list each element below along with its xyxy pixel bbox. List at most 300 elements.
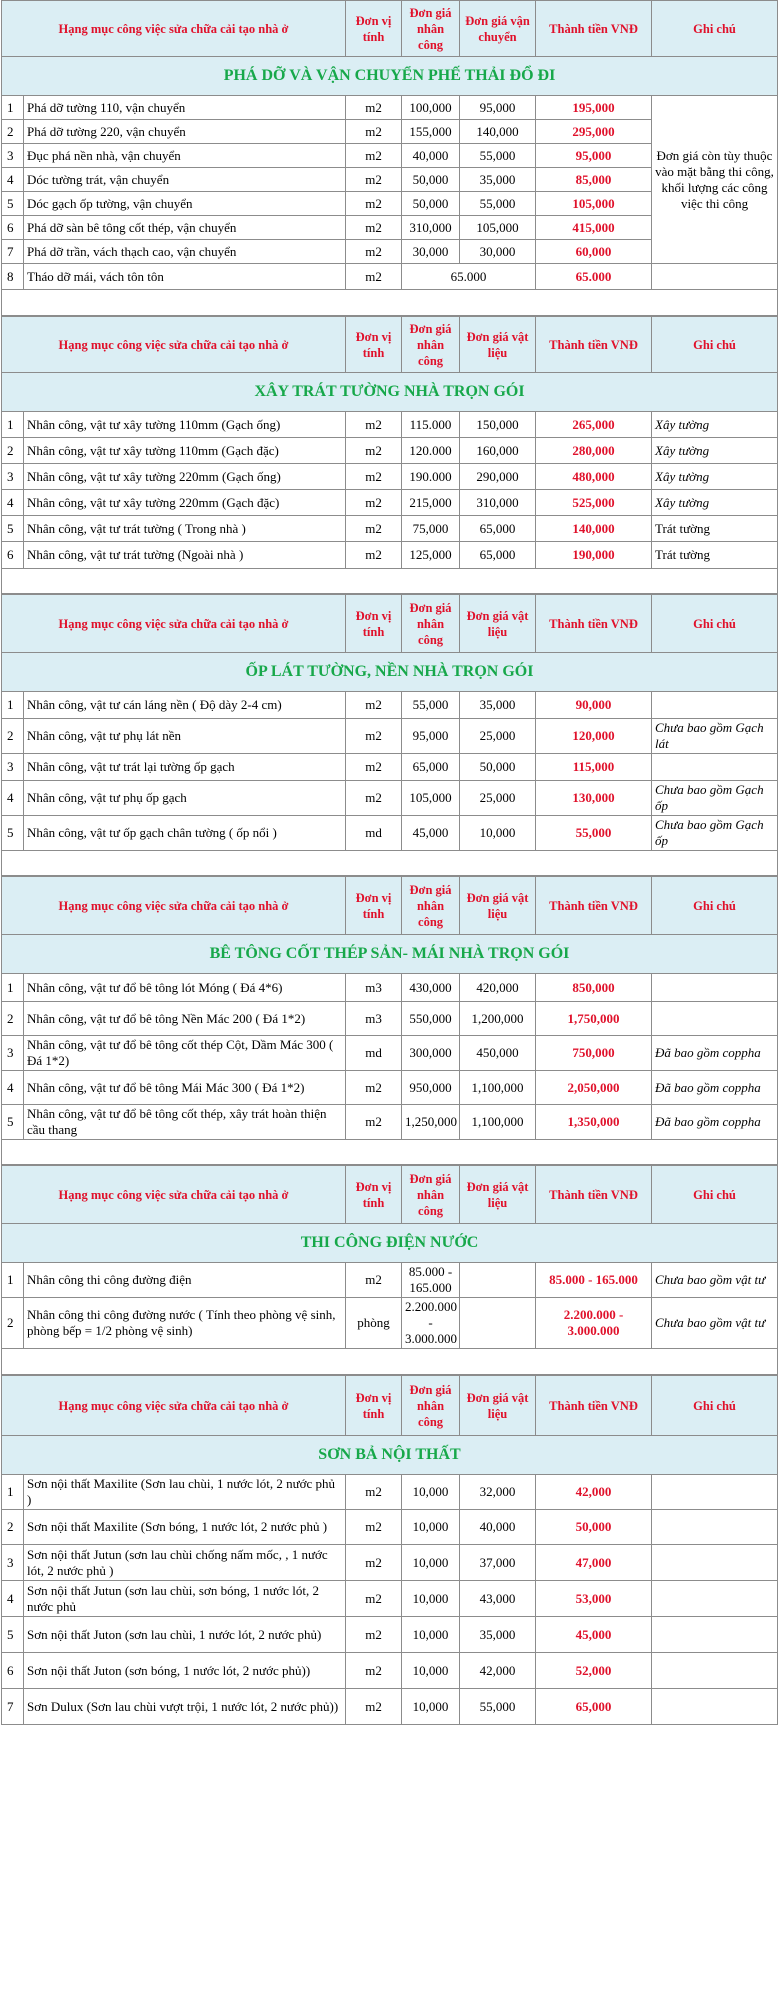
unit: m2 bbox=[346, 542, 402, 569]
header-item: Hạng mục công việc sửa chữa cải tạo nhà ở bbox=[2, 1166, 346, 1224]
row-number: 4 bbox=[2, 1581, 24, 1617]
table-row bbox=[2, 438, 778, 464]
total-price: 280,000 bbox=[536, 438, 652, 464]
note bbox=[652, 1545, 778, 1581]
unit: m2 bbox=[346, 516, 402, 542]
section-table-1 bbox=[1, 0, 778, 316]
second-price: 10,000 bbox=[460, 816, 536, 851]
labor-price: 10,000 bbox=[402, 1689, 460, 1725]
labor-price: 45,000 bbox=[402, 816, 460, 851]
second-price: 40,000 bbox=[460, 1510, 536, 1545]
header-labor-price: Đơn giá nhân công bbox=[402, 1376, 460, 1436]
item-name: Sơn nội thất Juton (sơn lau chùi, 1 nước lót, 2 nước phủ) bbox=[24, 1617, 346, 1653]
header-second-price: Đơn giá vật liệu bbox=[460, 1166, 536, 1224]
header-labor-price: Đơn giá nhân công bbox=[402, 877, 460, 935]
row-number: 4 bbox=[2, 1071, 24, 1105]
second-price: 1,200,000 bbox=[460, 1002, 536, 1036]
item-name: Sơn nội thất Maxilite (Sơn bóng, 1 nước lót, 2 nước phủ ) bbox=[24, 1510, 346, 1545]
second-price: 25,000 bbox=[460, 719, 536, 754]
header-item: Hạng mục công việc sửa chữa cải tạo nhà ở bbox=[2, 1, 346, 57]
second-price: 65,000 bbox=[460, 516, 536, 542]
header-total: Thành tiền VNĐ bbox=[536, 595, 652, 653]
gap-cell bbox=[2, 1349, 778, 1375]
row-number: 8 bbox=[2, 264, 24, 290]
table-row bbox=[2, 1545, 778, 1581]
header-second-price: Đơn giá vật liệu bbox=[460, 595, 536, 653]
second-price: 35,000 bbox=[460, 692, 536, 719]
labor-price: 10,000 bbox=[402, 1653, 460, 1689]
note: Trát tường bbox=[652, 516, 778, 542]
labor-price: 125,000 bbox=[402, 542, 460, 569]
labor-price: 550,000 bbox=[402, 1002, 460, 1036]
header-total: Thành tiền VNĐ bbox=[536, 317, 652, 373]
unit: m2 bbox=[346, 1510, 402, 1545]
labor-price: 55,000 bbox=[402, 692, 460, 719]
total-price: 415,000 bbox=[536, 216, 652, 240]
header-second-price: Đơn giá vật liệu bbox=[460, 1376, 536, 1436]
item-name: Đục phá nền nhà, vận chuyển bbox=[24, 144, 346, 168]
unit: m2 bbox=[346, 144, 402, 168]
section-title: ỐP LÁT TƯỜNG, NỀN NHÀ TRỌN GÓI bbox=[2, 653, 778, 692]
unit: m2 bbox=[346, 438, 402, 464]
unit: m2 bbox=[346, 692, 402, 719]
header-unit: Đơn vị tính bbox=[346, 317, 402, 373]
unit: m2 bbox=[346, 1475, 402, 1510]
labor-price: 50,000 bbox=[402, 192, 460, 216]
item-name: Tháo dỡ mái, vách tôn tôn bbox=[24, 264, 346, 290]
unit: m2 bbox=[346, 464, 402, 490]
header-unit: Đơn vị tính bbox=[346, 1376, 402, 1436]
item-name: Sơn nội thất Juton (sơn bóng, 1 nước lót, 2 nước phủ)) bbox=[24, 1653, 346, 1689]
item-name: Nhân công, vật tư xây tường 220mm (Gạch ống) bbox=[24, 464, 346, 490]
second-price: 105,000 bbox=[460, 216, 536, 240]
table-row bbox=[2, 464, 778, 490]
unit: m2 bbox=[346, 96, 402, 120]
item-name: Nhân công, vật tư xây tường 220mm (Gạch đặc) bbox=[24, 490, 346, 516]
second-price: 310,000 bbox=[460, 490, 536, 516]
second-price: 420,000 bbox=[460, 974, 536, 1002]
section-title-row bbox=[2, 1436, 778, 1475]
unit: m2 bbox=[346, 192, 402, 216]
unit: m2 bbox=[346, 216, 402, 240]
unit: m2 bbox=[346, 719, 402, 754]
unit: m2 bbox=[346, 120, 402, 144]
item-name: Nhân công, vật tư trát tường (Ngoài nhà ) bbox=[24, 542, 346, 569]
second-price: 65,000 bbox=[460, 542, 536, 569]
labor-price: 10,000 bbox=[402, 1545, 460, 1581]
table-row bbox=[2, 719, 778, 754]
second-price: 50,000 bbox=[460, 754, 536, 781]
item-name: Sơn nội thất Jutun (sơn lau chùi, sơn bóng, 1 nước lót, 2 nước phủ bbox=[24, 1581, 346, 1617]
gap-cell bbox=[2, 569, 778, 594]
header-labor-price: Đơn giá nhân công bbox=[402, 1166, 460, 1224]
gap-cell bbox=[2, 290, 778, 316]
second-price: 32,000 bbox=[460, 1475, 536, 1510]
header-second-price: Đơn giá vật liệu bbox=[460, 317, 536, 373]
header-unit: Đơn vị tính bbox=[346, 1, 402, 57]
unit: md bbox=[346, 816, 402, 851]
item-name: Phá dỡ tường 110, vận chuyển bbox=[24, 96, 346, 120]
labor-price: 30,000 bbox=[402, 240, 460, 264]
item-name: Phá dỡ tường 220, vận chuyển bbox=[24, 120, 346, 144]
table-row bbox=[2, 264, 778, 290]
row-number: 1 bbox=[2, 1263, 24, 1298]
section-gap bbox=[2, 851, 778, 876]
second-price: 35,000 bbox=[460, 168, 536, 192]
header-row bbox=[2, 877, 778, 935]
unit: m2 bbox=[346, 1689, 402, 1725]
table-row bbox=[2, 1689, 778, 1725]
table-row bbox=[2, 1510, 778, 1545]
header-item: Hạng mục công việc sửa chữa cải tạo nhà ở bbox=[2, 595, 346, 653]
note: Chưa bao gồm Gạch ốp bbox=[652, 816, 778, 851]
table-row bbox=[2, 1617, 778, 1653]
header-row bbox=[2, 1166, 778, 1224]
second-price: 1,100,000 bbox=[460, 1105, 536, 1140]
total-price: 42,000 bbox=[536, 1475, 652, 1510]
unit: m3 bbox=[346, 1002, 402, 1036]
note bbox=[652, 1581, 778, 1617]
note: Chưa bao gồm Gạch lát bbox=[652, 719, 778, 754]
section-table-2 bbox=[1, 316, 778, 594]
row-number: 2 bbox=[2, 438, 24, 464]
total-price: 115,000 bbox=[536, 754, 652, 781]
item-name: Nhân công thi công đường điện bbox=[24, 1263, 346, 1298]
table-row bbox=[2, 1581, 778, 1617]
row-number: 5 bbox=[2, 1105, 24, 1140]
labor-price: 430,000 bbox=[402, 974, 460, 1002]
labor-price: 115.000 bbox=[402, 412, 460, 438]
note bbox=[652, 1510, 778, 1545]
labor-price: 10,000 bbox=[402, 1617, 460, 1653]
header-row bbox=[2, 1, 778, 57]
header-note: Ghi chú bbox=[652, 317, 778, 373]
section-gap bbox=[2, 1140, 778, 1165]
unit: m2 bbox=[346, 1263, 402, 1298]
second-price: 42,000 bbox=[460, 1653, 536, 1689]
total-price: 120,000 bbox=[536, 719, 652, 754]
table-row bbox=[2, 1071, 778, 1105]
second-price: 95,000 bbox=[460, 96, 536, 120]
table-row bbox=[2, 542, 778, 569]
total-price: 53,000 bbox=[536, 1581, 652, 1617]
table-row bbox=[2, 516, 778, 542]
total-price: 525,000 bbox=[536, 490, 652, 516]
note: Trát tường bbox=[652, 542, 778, 569]
table-row bbox=[2, 974, 778, 1002]
labor-price: 10,000 bbox=[402, 1581, 460, 1617]
note: Chưa bao gồm vật tư bbox=[652, 1298, 778, 1349]
total-price: 52,000 bbox=[536, 1653, 652, 1689]
unit: md bbox=[346, 1036, 402, 1071]
header-unit: Đơn vị tính bbox=[346, 595, 402, 653]
note bbox=[652, 264, 778, 290]
section-table-4 bbox=[1, 876, 778, 1165]
row-number: 3 bbox=[2, 754, 24, 781]
item-name: Nhân công, vật tư xây tường 110mm (Gạch đặc) bbox=[24, 438, 346, 464]
table-row bbox=[2, 1105, 778, 1140]
table-row bbox=[2, 1263, 778, 1298]
section-title: BÊ TÔNG CỐT THÉP SẢN- MÁI NHÀ TRỌN GÓI bbox=[2, 935, 778, 974]
labor-price: 950,000 bbox=[402, 1071, 460, 1105]
total-price: 65.000 bbox=[536, 264, 652, 290]
row-number: 4 bbox=[2, 781, 24, 816]
header-note: Ghi chú bbox=[652, 1376, 778, 1436]
note: Chưa bao gồm Gạch ốp bbox=[652, 781, 778, 816]
second-price: 37,000 bbox=[460, 1545, 536, 1581]
second-price: 290,000 bbox=[460, 464, 536, 490]
labor-price: 85.000 - 165.000 bbox=[402, 1263, 460, 1298]
section-title-row bbox=[2, 1224, 778, 1263]
header-note: Ghi chú bbox=[652, 877, 778, 935]
second-price: 35,000 bbox=[460, 1617, 536, 1653]
row-number: 2 bbox=[2, 1510, 24, 1545]
row-number: 5 bbox=[2, 192, 24, 216]
item-name: Phá dỡ sàn bê tông cốt thép, vận chuyển bbox=[24, 216, 346, 240]
item-name: Nhân công thi công đường nước ( Tính theo phòng vệ sinh, phòng bếp = 1/2 phòng vệ sinh) bbox=[24, 1298, 346, 1349]
second-price: 160,000 bbox=[460, 438, 536, 464]
header-note: Ghi chú bbox=[652, 1166, 778, 1224]
row-number: 4 bbox=[2, 490, 24, 516]
row-number: 2 bbox=[2, 120, 24, 144]
row-number: 5 bbox=[2, 516, 24, 542]
note bbox=[652, 974, 778, 1002]
total-price: 1,750,000 bbox=[536, 1002, 652, 1036]
item-name: Nhân công, vật tư đổ bê tông cốt thép Cột, Dầm Mác 300 ( Đá 1*2) bbox=[24, 1036, 346, 1071]
item-name: Nhân công, vật tư đổ bê tông Mái Mác 300 ( Đá 1*2) bbox=[24, 1071, 346, 1105]
unit: m3 bbox=[346, 974, 402, 1002]
section-gap bbox=[2, 569, 778, 594]
labor-price: 65,000 bbox=[402, 754, 460, 781]
merged-price: 65.000 bbox=[402, 264, 536, 290]
unit: m2 bbox=[346, 781, 402, 816]
note: Xây tường bbox=[652, 490, 778, 516]
total-price: 265,000 bbox=[536, 412, 652, 438]
item-name: Nhân công, vật tư trát tường ( Trong nhà ) bbox=[24, 516, 346, 542]
labor-price: 50,000 bbox=[402, 168, 460, 192]
section-title: PHÁ DỠ VÀ VẬN CHUYỂN PHẾ THẢI ĐỔ ĐI bbox=[2, 57, 778, 96]
unit: m2 bbox=[346, 168, 402, 192]
item-name: Dóc tường trát, vận chuyển bbox=[24, 168, 346, 192]
item-name: Nhân công, vật tư phụ ốp gạch bbox=[24, 781, 346, 816]
unit: m2 bbox=[346, 490, 402, 516]
table-row bbox=[2, 1653, 778, 1689]
second-price: 30,000 bbox=[460, 240, 536, 264]
item-name: Sơn nội thất Jutun (sơn lau chùi chống nấm mốc, , 1 nước lót, 2 nước phủ ) bbox=[24, 1545, 346, 1581]
note bbox=[652, 1475, 778, 1510]
row-number: 2 bbox=[2, 1002, 24, 1036]
row-number: 5 bbox=[2, 816, 24, 851]
table-row bbox=[2, 1475, 778, 1510]
gap-cell bbox=[2, 1140, 778, 1165]
total-price: 85.000 - 165.000 bbox=[536, 1263, 652, 1298]
row-number: 3 bbox=[2, 144, 24, 168]
unit: m2 bbox=[346, 264, 402, 290]
note: Xây tường bbox=[652, 438, 778, 464]
note bbox=[652, 754, 778, 781]
header-labor-price: Đơn giá nhân công bbox=[402, 595, 460, 653]
section-title: THI CÔNG ĐIỆN NƯỚC bbox=[2, 1224, 778, 1263]
row-number: 7 bbox=[2, 240, 24, 264]
second-price bbox=[460, 1298, 536, 1349]
section-title-row bbox=[2, 935, 778, 974]
item-name: Nhân công, vật tư đổ bê tông cốt thép, xây trát hoàn thiện cầu thang bbox=[24, 1105, 346, 1140]
labor-price: 155,000 bbox=[402, 120, 460, 144]
row-number: 3 bbox=[2, 1545, 24, 1581]
row-number: 6 bbox=[2, 216, 24, 240]
note: Xây tường bbox=[652, 412, 778, 438]
total-price: 130,000 bbox=[536, 781, 652, 816]
header-total: Thành tiền VNĐ bbox=[536, 1166, 652, 1224]
gap-cell bbox=[2, 851, 778, 876]
unit: m2 bbox=[346, 1581, 402, 1617]
item-name: Nhân công, vật tư đổ bê tông Nền Mác 200 ( Đá 1*2) bbox=[24, 1002, 346, 1036]
row-number: 6 bbox=[2, 542, 24, 569]
note: Đã bao gồm coppha bbox=[652, 1036, 778, 1071]
unit: m2 bbox=[346, 412, 402, 438]
table-row bbox=[2, 781, 778, 816]
item-name: Nhân công, vật tư đổ bê tông lót Móng ( Đá 4*6) bbox=[24, 974, 346, 1002]
row-number: 2 bbox=[2, 719, 24, 754]
row-number: 4 bbox=[2, 168, 24, 192]
section-table-3 bbox=[1, 594, 778, 876]
header-total: Thành tiền VNĐ bbox=[536, 1376, 652, 1436]
header-item: Hạng mục công việc sửa chữa cải tạo nhà ở bbox=[2, 317, 346, 373]
second-price: 55,000 bbox=[460, 1689, 536, 1725]
header-row bbox=[2, 1376, 778, 1436]
total-price: 60,000 bbox=[536, 240, 652, 264]
note bbox=[652, 1689, 778, 1725]
total-price: 105,000 bbox=[536, 192, 652, 216]
row-number: 5 bbox=[2, 1617, 24, 1653]
total-price: 295,000 bbox=[536, 120, 652, 144]
item-name: Nhân công, vật tư trát lại tường ốp gạch bbox=[24, 754, 346, 781]
table-row bbox=[2, 816, 778, 851]
row-number: 2 bbox=[2, 1298, 24, 1349]
item-name: Phá dỡ trần, vách thạch cao, vận chuyển bbox=[24, 240, 346, 264]
note bbox=[652, 1653, 778, 1689]
header-total: Thành tiền VNĐ bbox=[536, 877, 652, 935]
note bbox=[652, 1002, 778, 1036]
labor-price: 100,000 bbox=[402, 96, 460, 120]
section-gap bbox=[2, 290, 778, 316]
total-price: 850,000 bbox=[536, 974, 652, 1002]
second-price: 140,000 bbox=[460, 120, 536, 144]
section-table-5 bbox=[1, 1165, 778, 1375]
header-note: Ghi chú bbox=[652, 595, 778, 653]
section-title-row bbox=[2, 57, 778, 96]
row-number: 3 bbox=[2, 464, 24, 490]
table-row bbox=[2, 1036, 778, 1071]
labor-price: 310,000 bbox=[402, 216, 460, 240]
total-price: 90,000 bbox=[536, 692, 652, 719]
note bbox=[652, 1617, 778, 1653]
table-row bbox=[2, 1298, 778, 1349]
header-labor-price: Đơn giá nhân công bbox=[402, 317, 460, 373]
header-note: Ghi chú bbox=[652, 1, 778, 57]
labor-price: 120.000 bbox=[402, 438, 460, 464]
total-price: 55,000 bbox=[536, 816, 652, 851]
note: Đã bao gồm coppha bbox=[652, 1105, 778, 1140]
labor-price: 300,000 bbox=[402, 1036, 460, 1071]
row-number: 3 bbox=[2, 1036, 24, 1071]
unit: m2 bbox=[346, 754, 402, 781]
second-price: 450,000 bbox=[460, 1036, 536, 1071]
second-price: 55,000 bbox=[460, 192, 536, 216]
header-row bbox=[2, 317, 778, 373]
total-price: 480,000 bbox=[536, 464, 652, 490]
row-number: 1 bbox=[2, 974, 24, 1002]
unit: m2 bbox=[346, 1545, 402, 1581]
total-price: 45,000 bbox=[536, 1617, 652, 1653]
total-price: 95,000 bbox=[536, 144, 652, 168]
total-price: 1,350,000 bbox=[536, 1105, 652, 1140]
item-name: Nhân công, vật tư xây tường 110mm (Gạch ống) bbox=[24, 412, 346, 438]
labor-price: 40,000 bbox=[402, 144, 460, 168]
total-price: 85,000 bbox=[536, 168, 652, 192]
item-name: Sơn Dulux (Sơn lau chùi vượt trội, 1 nước lót, 2 nước phủ)) bbox=[24, 1689, 346, 1725]
labor-price: 2.200.000 - 3.000.000 bbox=[402, 1298, 460, 1349]
second-price: 43,000 bbox=[460, 1581, 536, 1617]
row-number: 6 bbox=[2, 1653, 24, 1689]
section-title-row bbox=[2, 373, 778, 412]
labor-price: 75,000 bbox=[402, 516, 460, 542]
unit: m2 bbox=[346, 240, 402, 264]
note: Chưa bao gồm vật tư bbox=[652, 1263, 778, 1298]
header-second-price: Đơn giá vật liệu bbox=[460, 877, 536, 935]
labor-price: 95,000 bbox=[402, 719, 460, 754]
labor-price: 215,000 bbox=[402, 490, 460, 516]
row-number: 7 bbox=[2, 1689, 24, 1725]
header-unit: Đơn vị tính bbox=[346, 877, 402, 935]
item-name: Nhân công, vật tư phụ lát nền bbox=[24, 719, 346, 754]
section-title-row bbox=[2, 653, 778, 692]
row-number: 1 bbox=[2, 1475, 24, 1510]
table-row bbox=[2, 490, 778, 516]
table-row bbox=[2, 754, 778, 781]
note: Đã bao gồm coppha bbox=[652, 1071, 778, 1105]
labor-price: 1,250,000 bbox=[402, 1105, 460, 1140]
section-title: SƠN BẢ NỘI THẤT bbox=[2, 1436, 778, 1475]
unit: m2 bbox=[346, 1653, 402, 1689]
header-item: Hạng mục công việc sửa chữa cải tạo nhà ở bbox=[2, 1376, 346, 1436]
labor-price: 190.000 bbox=[402, 464, 460, 490]
labor-price: 10,000 bbox=[402, 1475, 460, 1510]
header-unit: Đơn vị tính bbox=[346, 1166, 402, 1224]
total-price: 50,000 bbox=[536, 1510, 652, 1545]
second-price bbox=[460, 1263, 536, 1298]
unit: phòng bbox=[346, 1298, 402, 1349]
unit: m2 bbox=[346, 1071, 402, 1105]
total-price: 140,000 bbox=[536, 516, 652, 542]
section-table-6 bbox=[1, 1375, 778, 1725]
item-name: Sơn nội thất Maxilite (Sơn lau chùi, 1 nước lót, 2 nước phủ ) bbox=[24, 1475, 346, 1510]
header-row bbox=[2, 595, 778, 653]
item-name: Dóc gạch ốp tường, vận chuyển bbox=[24, 192, 346, 216]
item-name: Nhân công, vật tư cán láng nền ( Độ dày 2-4 cm) bbox=[24, 692, 346, 719]
row-number: 1 bbox=[2, 96, 24, 120]
total-price: 750,000 bbox=[536, 1036, 652, 1071]
total-price: 65,000 bbox=[536, 1689, 652, 1725]
total-price: 2.200.000 - 3.000.000 bbox=[536, 1298, 652, 1349]
total-price: 190,000 bbox=[536, 542, 652, 569]
table-row bbox=[2, 1002, 778, 1036]
section-gap bbox=[2, 1349, 778, 1375]
unit: m2 bbox=[346, 1617, 402, 1653]
note-merged: Đơn giá còn tùy thuộc vào mặt bằng thi công, khối lượng các công việc thi công bbox=[652, 96, 778, 264]
total-price: 195,000 bbox=[536, 96, 652, 120]
table-row bbox=[2, 412, 778, 438]
